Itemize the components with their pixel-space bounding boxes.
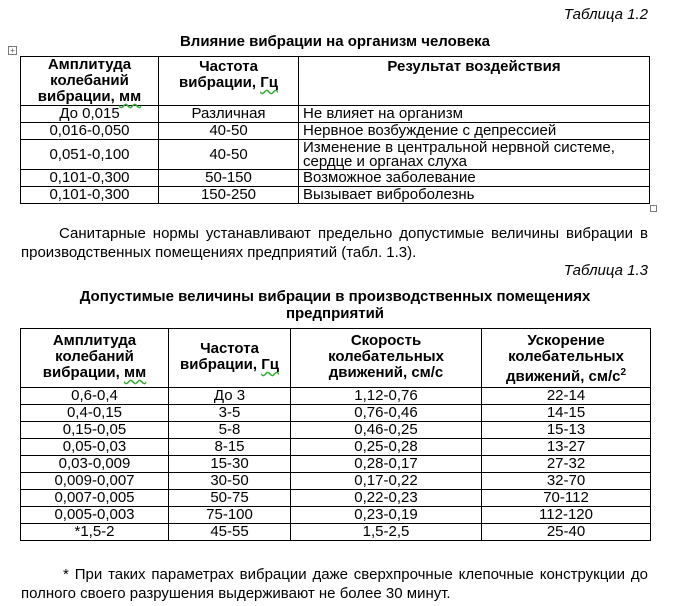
table2-cell-speed: 0,28-0,17 — [291, 456, 482, 473]
table2-row — [21, 422, 651, 439]
table2-cell-speed: 1,5-2,5 — [291, 524, 482, 541]
table1-cell-freq: 40-50 — [159, 123, 299, 140]
table2-cell-speed: 1,12-0,76 — [291, 388, 482, 405]
table2-cell-accel: 32-70 — [482, 473, 651, 490]
table2-cell-freq: 5-8 — [169, 422, 291, 439]
table2-cell-accel: 25-40 — [482, 524, 651, 541]
table1-cell-amp: 0,016-0,050 — [21, 123, 159, 140]
table1-cell-freq: 150-250 — [159, 187, 299, 204]
table2-header-accel: Ускорение колебательных движений, $см/с^2$ — [482, 329, 651, 388]
table2-row — [21, 507, 651, 524]
table2-header-speed: Скорость колебательных движений, см/с — [291, 329, 482, 388]
table2-cell-freq: 3-5 — [169, 405, 291, 422]
table2-cell-amp: 0,03-0,009 — [21, 456, 169, 473]
table1-caption: Таблица 1.2 — [563, 6, 648, 23]
table1-cell-result: Нервное возбуждение с депрессией — [299, 123, 650, 140]
table2-cell-amp: 0,005-0,003 — [21, 507, 169, 524]
table2-cell-accel: 15-13 — [482, 422, 651, 439]
table1-row — [21, 106, 650, 123]
table1-row — [21, 140, 650, 170]
table1-cell-freq: 50-150 — [159, 170, 299, 187]
table1-cell-result: Вызывает виброболезнь — [299, 187, 650, 204]
table2-cell-accel: 27-32 — [482, 456, 651, 473]
table2-caption: Таблица 1.3 — [563, 262, 648, 279]
table2-cell-amp: 0,009-0,007 — [21, 473, 169, 490]
table2-cell-amp: 0,15-0,05 — [21, 422, 169, 439]
table2-cell-freq: 45-55 — [169, 524, 291, 541]
table2-cell-amp: 0,05-0,03 — [21, 439, 169, 456]
table1 — [20, 56, 650, 204]
table2-cell-accel: 13-27 — [482, 439, 651, 456]
table1-cell-result: Возможное заболевание — [299, 170, 650, 187]
table2-cell-speed: 0,25-0,28 — [291, 439, 482, 456]
table2-header-amplitude: Амплитуда колебаний вибрации, мм — [21, 329, 169, 388]
table1-cell-amp: 0,101-0,300 — [21, 170, 159, 187]
table2-row — [21, 524, 651, 541]
table1-header-amplitude: Амплитуда колебаний вибрации, мм — [21, 57, 159, 106]
table2-cell-freq: 15-30 — [169, 456, 291, 473]
table2-cell-freq: 75-100 — [169, 507, 291, 524]
table1-cell-freq: 40-50 — [159, 140, 299, 170]
table2-row — [21, 388, 651, 405]
table2-cell-amp: 0,6-0,4 — [21, 388, 169, 405]
footnote: * При таких параметрах вибрации даже сверхпрочные клепочные конструкции до полного своего разрушения выдерживают не более 30 минут. — [21, 566, 648, 602]
table2-row — [21, 490, 651, 507]
table2-cell-amp: 0,007-0,005 — [21, 490, 169, 507]
table1-row — [21, 170, 650, 187]
table2-row — [21, 405, 651, 422]
table2-title: Допустимые величины вибрации в производственных помещениях предприятий — [79, 288, 591, 322]
table2-cell-speed: 0,23-0,19 — [291, 507, 482, 524]
table1-cell-freq: Различная — [159, 106, 299, 123]
table2-cell-accel: 70-112 — [482, 490, 651, 507]
table2-cell-speed: 0,22-0,23 — [291, 490, 482, 507]
table1-cell-result: Не влияет на организм — [299, 106, 650, 123]
table1-cell-result: Изменение в центральной нервной системе, сердце и органах слуха — [299, 140, 650, 170]
table2-cell-amp: *1,5-2 — [21, 524, 169, 541]
table2-row — [21, 456, 651, 473]
table-resize-handle-icon[interactable] — [650, 205, 657, 212]
table1-cell-amp: До 0,015 — [21, 106, 159, 123]
table-move-handle-icon[interactable]: + — [8, 46, 17, 55]
table2-row — [21, 439, 651, 456]
table1-header-frequency: Частота вибрации, Гц — [159, 57, 299, 106]
table2-cell-speed: 0,46-0,25 — [291, 422, 482, 439]
table1-row — [21, 187, 650, 204]
table2-cell-accel: 22-14 — [482, 388, 651, 405]
table1-row — [21, 123, 650, 140]
table1-cell-amp: 0,051-0,100 — [21, 140, 159, 170]
table2-cell-speed: 0,17-0,22 — [291, 473, 482, 490]
table2-cell-amp: 0,4-0,15 — [21, 405, 169, 422]
table2-cell-freq: 8-15 — [169, 439, 291, 456]
body-paragraph: Санитарные нормы устанавливают предельно допустимые величины вибрации в производственных помещениях предприятий (табл. 1.3). — [21, 225, 648, 261]
table1-header-result: Результат воздействия — [299, 57, 650, 106]
table2-cell-accel: 14-15 — [482, 405, 651, 422]
table2 — [20, 328, 651, 541]
table2-header-frequency: Частота вибрации, Гц — [169, 329, 291, 388]
table2-cell-freq: 30-50 — [169, 473, 291, 490]
table2-cell-speed: 0,76-0,46 — [291, 405, 482, 422]
table1-title: Влияние вибрации на организм человека — [179, 33, 491, 50]
table1-cell-amp: 0,101-0,300 — [21, 187, 159, 204]
table2-cell-freq: 50-75 — [169, 490, 291, 507]
table2-row — [21, 473, 651, 490]
table2-cell-freq: До 3 — [169, 388, 291, 405]
table2-cell-accel: 112-120 — [482, 507, 651, 524]
